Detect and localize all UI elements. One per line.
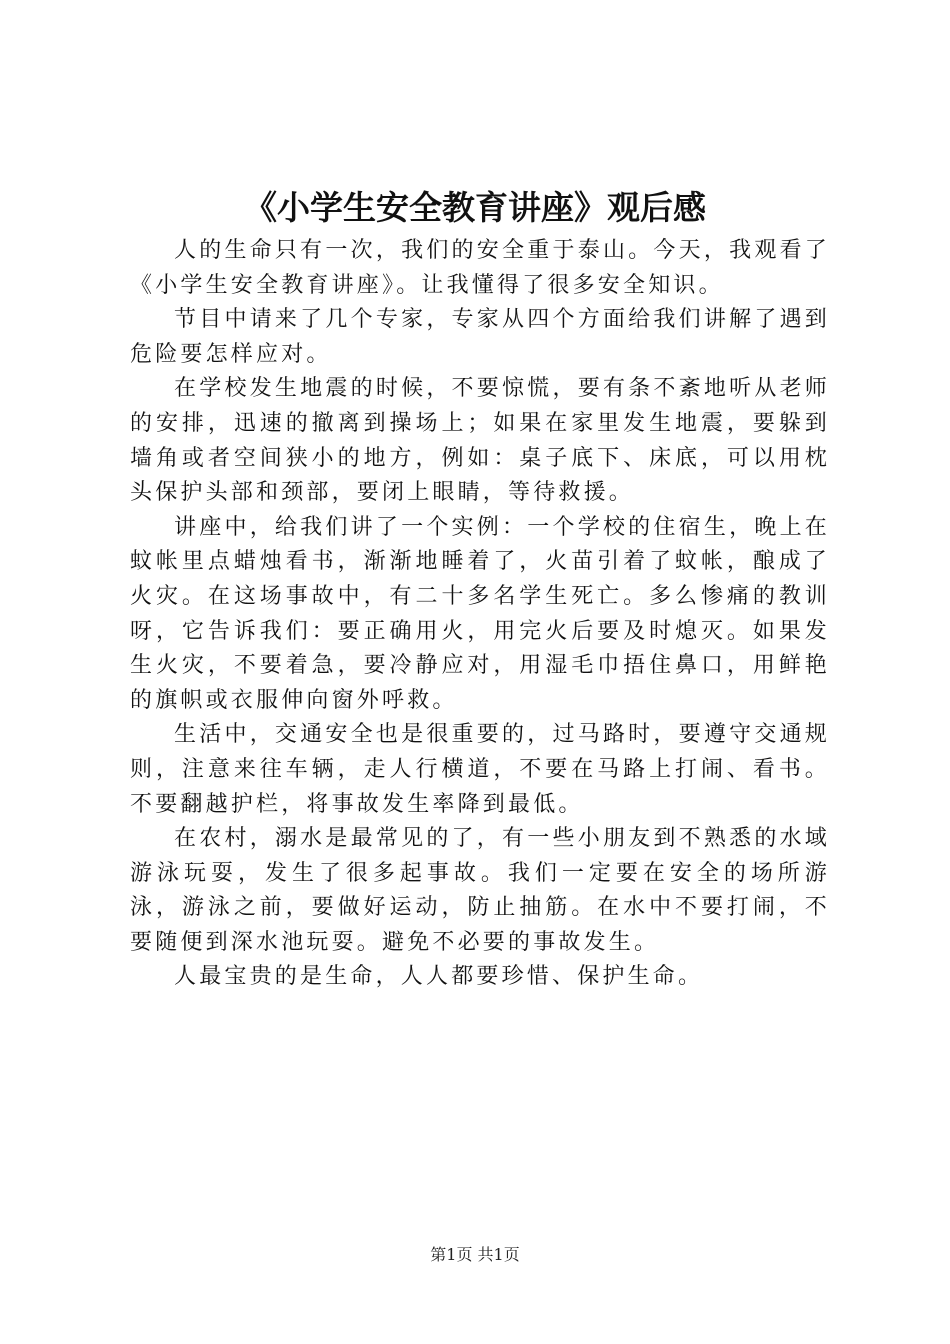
document-title: 《小学生安全教育讲座》观后感 — [244, 188, 706, 227]
paragraph-3: 在学校发生地震的时候，不要惊慌，要有条不紊地听从老师的安排，迅速的撤离到操场上；如果在家里发生地震，要躲到墙角或者空间狭小的地方，例如：桌子底下、床底，可以用枕头保护头部和颈部，要闭上眼睛，等待救援。 — [130, 376, 830, 506]
document-body — [130, 234, 830, 995]
page-footer: 第1页 共1页 — [430, 1245, 520, 1264]
paragraph-2: 节目中请来了几个专家，专家从四个方面给我们讲解了遇到危险要怎样应对。 — [130, 307, 830, 367]
paragraph-1: 人的生命只有一次，我们的安全重于泰山。今天，我观看了《小学生安全教育讲座》。让我懂得了很多安全知识。 — [130, 238, 830, 298]
paragraph-4: 讲座中，给我们讲了一个实例：一个学校的住宿生，晚上在蚊帐里点蜡烛看书，渐渐地睡着了，火苗引着了蚊帐，酿成了火灾。在这场事故中，有二十多名学生死亡。多么惨痛的教训呀，它告诉我们：要正确用火，用完火后要及时熄灭。如果发生火灾，不要着急，要冷静应对，用湿毛巾捂住鼻口，用鲜艳的旗帜或衣服伸向窗外呼救。 — [130, 514, 830, 713]
paragraph-5: 生活中，交通安全也是很重要的，过马路时，要遵守交通规则，注意来往车辆，走人行横道，不要在马路上打闹、看书。不要翻越护栏，将事故发生率降到最低。 — [130, 722, 830, 817]
paragraph-7: 人最宝贵的是生命，人人都要珍惜、保护生命。 — [174, 964, 704, 990]
paragraph-6: 在农村，溺水是最常见的了，有一些小朋友到不熟悉的水域游泳玩耍，发生了很多起事故。我们一定要在安全的场所游泳，游泳之前，要做好运动，防止抽筋。在水中不要打闹，不要随便到深水池玩耍。避免不必要的事故发生。 — [130, 826, 830, 955]
